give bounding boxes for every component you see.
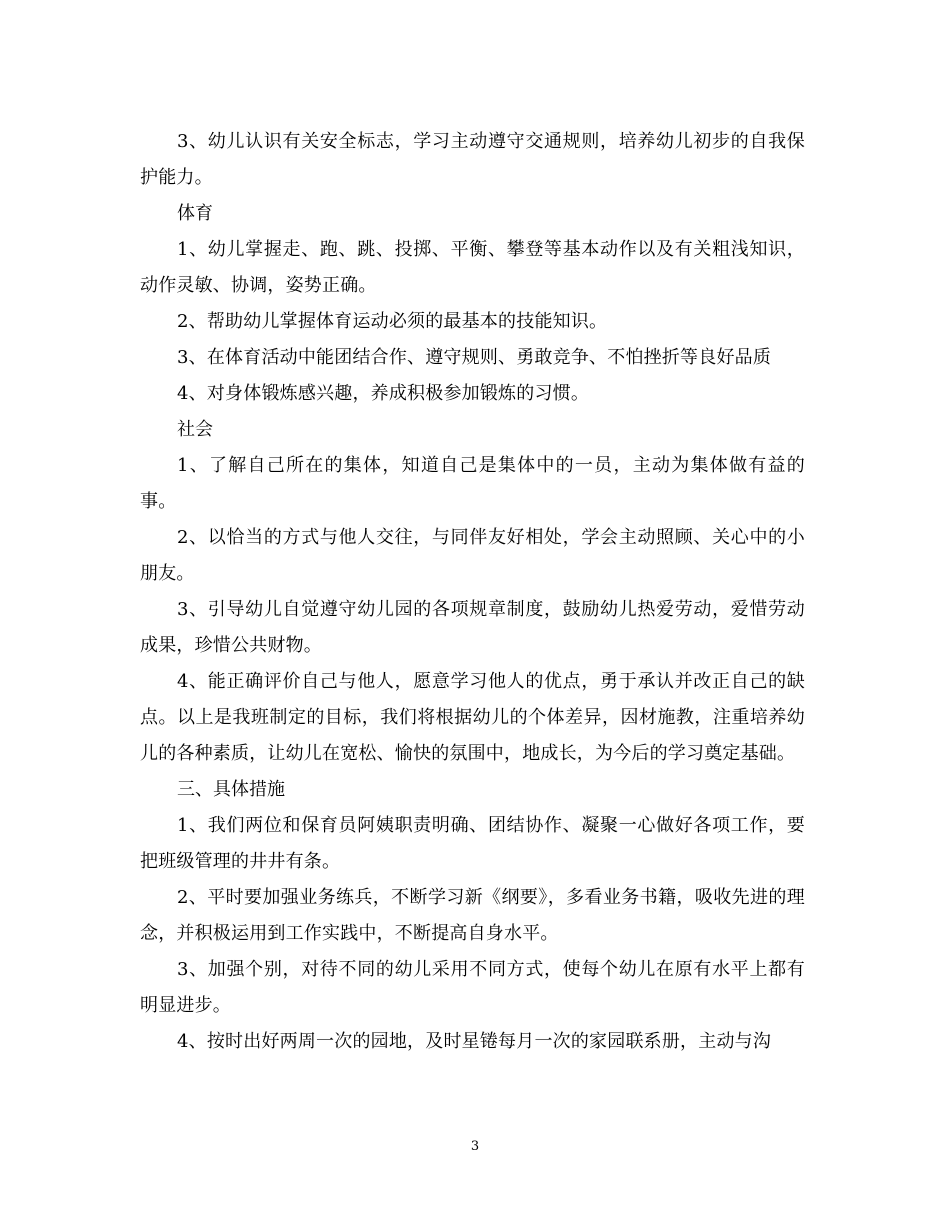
paragraph-pe-1: 1、幼儿掌握走、跑、跳、投掷、平衡、攀登等基本动作以及有关粗浅知识，动作灵敏、协调，姿势正确。 bbox=[140, 239, 805, 296]
paragraph-measures-1: 1、我们两位和保育员阿姨职责明确、团结协作、凝聚一心做好各项工作，要把班级管理的井井有条。 bbox=[140, 815, 805, 872]
page-number: 3 bbox=[470, 1139, 480, 1154]
section-heading-society: 社会 bbox=[177, 419, 213, 440]
page-body bbox=[140, 124, 805, 1060]
paragraph-measures-4: 4、按时出好两周一次的园地，及时星锩每月一次的家园联系册，主动与沟 bbox=[177, 1031, 772, 1052]
paragraph-pe-3: 3、在体育活动中能团结合作、遵守规则、勇敢竞争、不怕挫折等良好品质 bbox=[177, 347, 772, 368]
paragraph-society-3: 3、引导幼儿自觉遵守幼儿园的各项规章制度，鼓励幼儿热爱劳动，爱惜劳动成果，珍惜公共财物。 bbox=[140, 599, 805, 656]
paragraph-society-4: 4、能正确评价自己与他人，愿意学习他人的优点，勇于承认并改正自己的缺点。以上是我班制定的目标，我们将根据幼儿的个体差异，因材施教，注重培养幼儿的各种素质，让幼儿在宽松、愉快的氛围中，地成长，为今后的学习奠定基础。 bbox=[140, 671, 805, 764]
paragraph-measures-2: 2、平时要加强业务练兵，不断学习新《纲要》，多看业务书籍，吸收先进的理念，并积极运用到工作实践中，不断提高自身水平。 bbox=[140, 887, 805, 944]
paragraph-society-2: 2、以恰当的方式与他人交往，与同伴友好相处，学会主动照顾、关心中的小朋友。 bbox=[140, 527, 805, 584]
paragraph-society-1: 1、了解自己所在的集体，知道自己是集体中的一员，主动为集体做有益的事。 bbox=[140, 455, 805, 512]
paragraph-pe-4: 4、对身体锻炼感兴趣，养成积极参加锻炼的习惯。 bbox=[177, 383, 590, 404]
section-heading-measures: 三、具体措施 bbox=[177, 779, 285, 800]
paragraph-measures-3: 3、加强个别，对待不同的幼儿采用不同方式，使每个幼儿在原有水平上都有明显进步。 bbox=[140, 959, 805, 1016]
paragraph-safety-3: 3、幼儿认识有关安全标志，学习主动遵守交通规则，培养幼儿初步的自我保护能力。 bbox=[140, 131, 805, 188]
paragraph-pe-2: 2、帮助幼儿掌握体育运动必须的最基本的技能知识。 bbox=[177, 311, 608, 332]
section-heading-pe: 体育 bbox=[177, 203, 213, 224]
